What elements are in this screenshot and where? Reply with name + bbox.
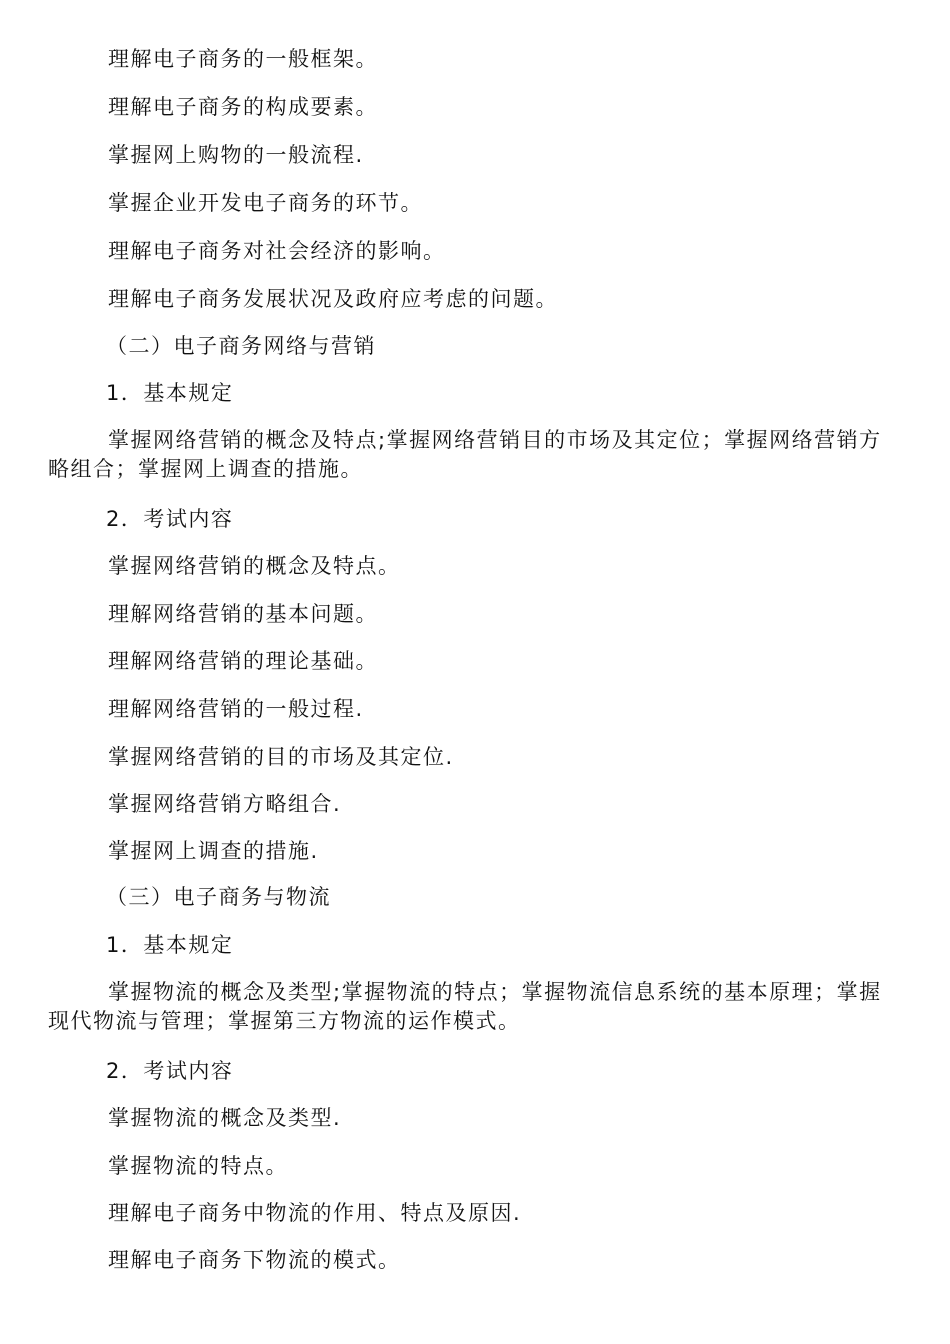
text-line: 理解电子商务的一般框架。 [108, 47, 378, 71]
text-line: 理解电子商务下物流的模式。 [108, 1248, 401, 1272]
paragraph: 掌握物流的概念及类型;掌握物流的特点；掌握物流信息系统的基本原理；掌握现代物流与管理；掌握第三方物流的运作模式。 [48, 980, 882, 1033]
text-line: 理解电子商务中物流的作用、特点及原因. [108, 1201, 522, 1225]
section-heading: （二）电子商务网络与营销 [106, 334, 376, 358]
text-line: 理解网络营销的理论基础。 [108, 649, 378, 673]
text-line: 理解网络营销的基本问题。 [108, 602, 378, 626]
text-line: 掌握网络营销方略组合. [108, 792, 342, 816]
text-line: 掌握网上购物的一般流程. [108, 143, 364, 167]
text-line: 理解网络营销的一般过程. [108, 697, 364, 721]
paragraph: 掌握网络营销的概念及特点;掌握网络营销目的市场及其定位；掌握网络营销方略组合；掌握网上调查的措施。 [48, 428, 882, 481]
subsection-heading: 1．基本规定 [106, 933, 234, 957]
text-line: 掌握网络营销的概念及特点。 [108, 554, 401, 578]
text-line: 理解电子商务的构成要素。 [108, 95, 378, 119]
text-line: 掌握物流的概念及类型. [108, 1106, 342, 1130]
text-line: 理解电子商务对社会经济的影响。 [108, 239, 446, 263]
text-line: 理解电子商务发展状况及政府应考虑的问题。 [108, 287, 558, 311]
subsection-heading: 1．基本规定 [106, 381, 234, 405]
subsection-heading: 2．考试内容 [106, 1059, 234, 1083]
text-line: 掌握网上调查的措施. [108, 839, 319, 863]
subsection-heading: 2．考试内容 [106, 507, 234, 531]
text-line: 掌握网络营销的目的市场及其定位. [108, 745, 454, 769]
text-line: 掌握企业开发电子商务的环节。 [108, 191, 423, 215]
text-line: 掌握物流的特点。 [108, 1154, 288, 1178]
section-heading: （三）电子商务与物流 [106, 885, 331, 909]
